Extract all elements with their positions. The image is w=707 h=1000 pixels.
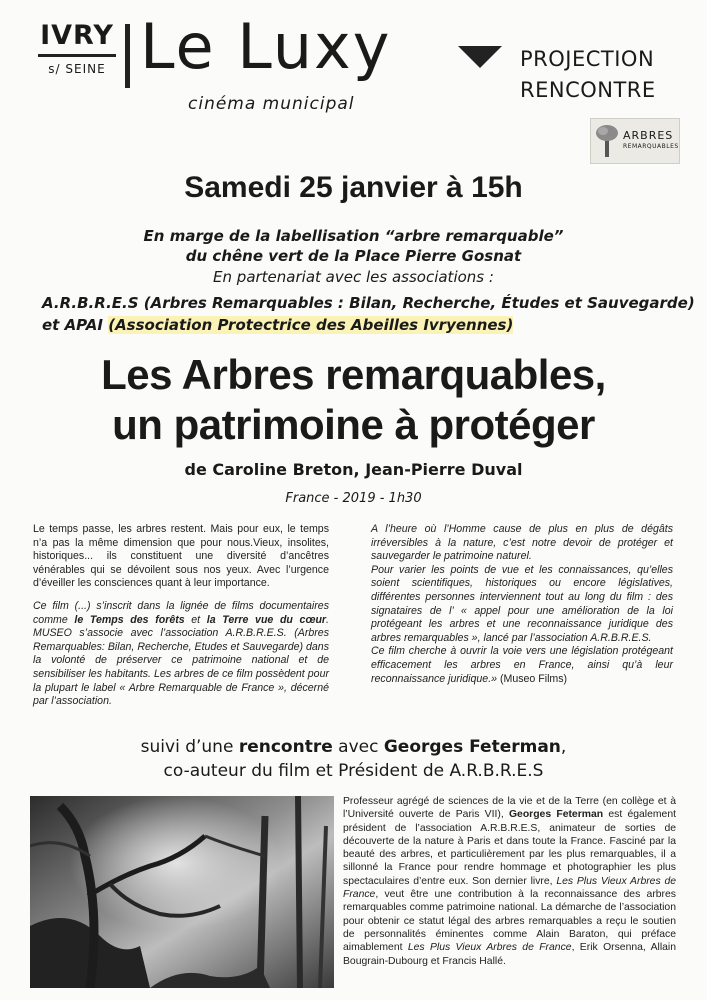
event-context [0, 226, 707, 266]
assoc-apai-prefix: et APAI [42, 316, 109, 334]
book-title: Les Plus Vieux Arbres de France [407, 942, 572, 954]
film-title-line1: Les Arbres remarquables, [101, 351, 606, 398]
meeting-text: suivi d’une [140, 737, 239, 757]
cinema-name: Le Luxy [140, 10, 392, 83]
bio-text: est également président de l’association A.R.B.R.E.S, animateur de sorties de découverte de la nature à Paris et dans toute la France. Fasciné par la beauté des arbres, et particulièrement par les plus remarquables, il a sillonné la France pour rendre hommage et photographier les plus spectaculaires d’entre eux. Son dernier livre, [343, 809, 676, 887]
event-context-line1: En marge de la labellisation “arbre remarquable” [143, 227, 564, 245]
synopsis-text: Ce film (...) s’inscrit dans la lignée de films documentaires comme [33, 599, 329, 626]
event-type-projection: PROJECTION [520, 47, 655, 71]
synopsis-right-p1: A l’heure où l’Homme cause de plus en plus de dégâts irréversibles à la nature, c’est notre devoir de protéger et sauvegarder le patrimoine naturel. [371, 523, 673, 563]
synopsis-right-p2: Pour varier les points de vue et les connaissances, qu’elles soient scientifiques, historiques ou encore législatives, différentes personnes interviennent tout au long du film : des signataires de l’ « appel pour une amélioration de la loi protégeant les arbres et une reconnaissance juridique des arbres remarquables », lancé par l’association A.R.B.R.E.S. [371, 563, 673, 644]
city-sub: s/ SEINE [48, 62, 106, 76]
logo-text-1: ARBRES [623, 129, 674, 142]
city-name: IVRY [40, 20, 114, 51]
forest-photo [30, 796, 334, 988]
partnership-intro: En partenariat avec les associations : [213, 268, 494, 286]
film-ref-temps-des-forets: le Temps des forêts [74, 613, 185, 626]
meeting-line2: co-auteur du film et Président de A.R.B.R.E.S [163, 761, 544, 781]
meeting-guest: Georges Feterman [383, 737, 561, 757]
forest-photo-image [30, 796, 334, 988]
meeting-text: , [560, 737, 567, 757]
meeting-text: avec [332, 737, 384, 757]
film-ref-terre-vue-du-coeur: la Terre vue du cœur [206, 613, 327, 626]
bio-guest-name: Georges Feterman [508, 809, 604, 821]
synopsis-left [33, 523, 329, 718]
arbres-remarquables-logo [590, 118, 680, 164]
synopsis-right-p3 [371, 645, 673, 686]
event-date: Samedi 25 janvier à 15h [184, 171, 523, 204]
event-type-rencontre: RENCONTRE [520, 78, 656, 102]
guest-bio [343, 795, 676, 968]
association-arbres: A.R.B.R.E.S (Arbres Remarquables : Bilan, Recherche, Études et Sauvegarde) [42, 294, 695, 312]
film-title [0, 350, 707, 450]
event-type [520, 44, 656, 106]
event-context-line2: du chêne vert de la Place Pierre Gosnat [185, 247, 522, 265]
triangle-icon [458, 46, 502, 68]
bio-text: Professeur agrégé de sciences de la vie et de la Terre (en collège et à l’Université ouverte de Paris VII), [343, 796, 676, 821]
film-meta: France - 2019 - 1h30 [285, 491, 422, 506]
ivry-logo [38, 22, 116, 76]
logo-text-2: REMARQUABLES [623, 143, 679, 150]
meeting-line1 [0, 735, 707, 759]
synopsis-paragraph-1: Le temps passe, les arbres restent. Mais pour eux, le temps n’a pas la même dimension que pour nous.Vieux, insolites, historiques... ils constituent une diversité d’ancêtres vénérables qui se dévoilent sous nos yeux. Avec l’urgence d’éveiller les consciences quant à leur importance. [33, 523, 329, 590]
book-title: Les Plus Vieux Arbres de France [343, 875, 676, 901]
bio-text: , veut être une contribution à la reconnaissance des arbres remarquables comme patrimoine national. La démarche de l’association pour obtenir ce statut légal des arbres remarquables a reçu le soutien de personnalités éminentes comme Alain Baraton, qui préface aimablement [343, 889, 676, 954]
synopsis-paragraph-2 [33, 600, 329, 709]
meeting-rencontre: rencontre [238, 737, 333, 757]
film-title-line2: un patrimoine à protéger [112, 401, 595, 448]
cinema-sub: cinéma municipal [188, 94, 355, 114]
source-credit: (Museo Films) [499, 672, 568, 685]
film-authors: de Caroline Breton, Jean-Pierre Duval [184, 460, 523, 479]
synopsis-right [371, 523, 673, 686]
header-divider [125, 24, 130, 88]
city-rule [38, 54, 116, 57]
bio-text: , Erik Orsenna, Allain Bougrain-Dubourg et Francis Hallé. [343, 942, 677, 967]
assoc-apai-name: (Association Protectrice des Abeilles Ivryennes) [108, 316, 514, 334]
synopsis-text: Ce film cherche à ouvrir la voie vers une législation protégeant efficacement les arbres en France, ainsi qu’à leur reconnaissance juridique.» [371, 645, 673, 685]
tree-icon [595, 123, 619, 159]
association-apai [42, 316, 513, 334]
meeting-announcement [0, 735, 707, 783]
synopsis-text: et [184, 613, 207, 626]
synopsis-text: . MUSEO s’associe avec l’association A.R.B.R.E.S. (Arbres Remarquables: Bilan, Recherche, Etudes et Sauvegarde) dans la volonté de préserver ce patrimoine national et de sensibiliser les habitants. Les arbres de ce film possèdent pour la plupart le label « Arbre Remarquable de France », décerné par l’association. [33, 613, 329, 708]
